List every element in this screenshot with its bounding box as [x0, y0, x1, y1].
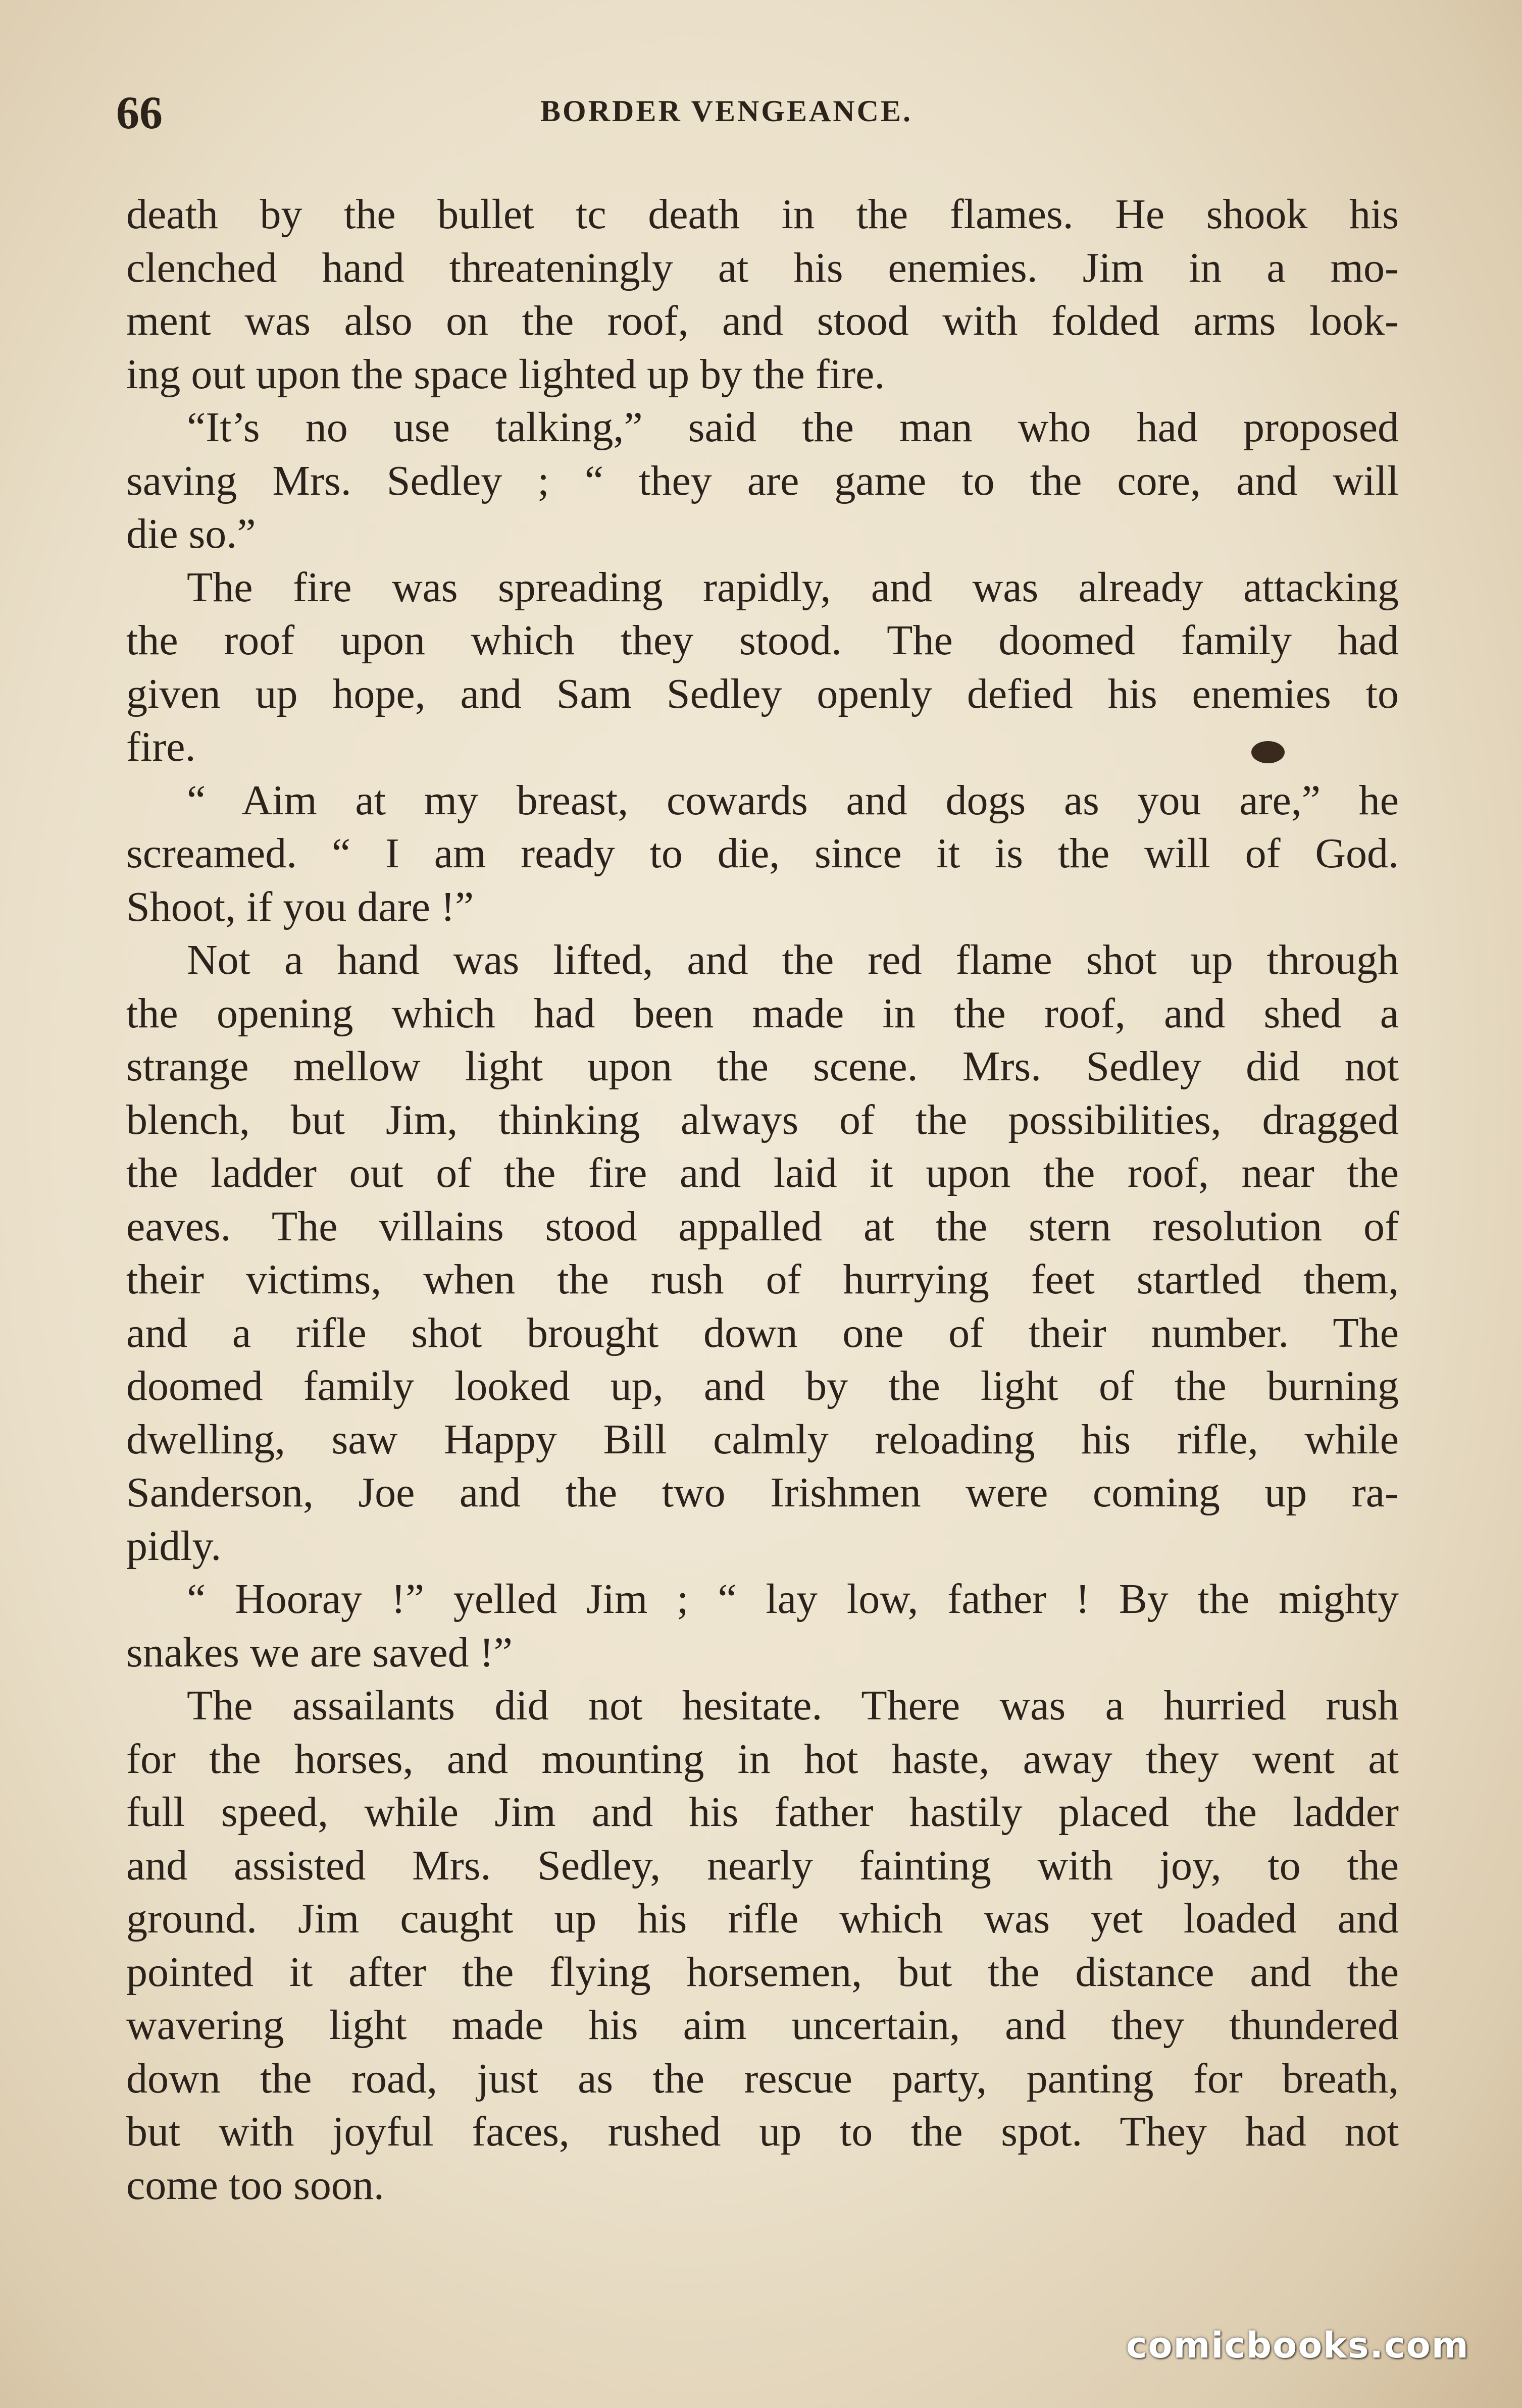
paragraph [126, 1679, 1399, 2212]
text-line: pointed it after the flying horsemen, but the distance and the [126, 1948, 1399, 1996]
text-line: and assisted Mrs. Sedley, nearly fainting with joy, to the [126, 1842, 1399, 1889]
text-line: Not a hand was lifted, and the red flame shot up through [187, 936, 1399, 983]
paragraph [126, 188, 1399, 401]
text-line: the opening which had been made in the roof, and shed a [126, 989, 1399, 1037]
text-line: dwelling, saw Happy Bill calmly reloading his rifle, while [126, 1416, 1399, 1463]
text-line: for the horses, and mounting in hot haste, away they went at [126, 1735, 1399, 1783]
text-line: doomed family looked up, and by the light of the burning [126, 1363, 1399, 1409]
text-line: and a rifle shot brought down one of their number. The [126, 1309, 1399, 1356]
text-line: blench, but Jim, thinking always of the possibilities, dragged [126, 1096, 1399, 1143]
paragraph [126, 1573, 1399, 1679]
paragraph [126, 561, 1399, 774]
text-line: wavering light made his aim uncertain, and they thundered [126, 2002, 1399, 2049]
running-head: BORDER VENGEANCE. [540, 94, 912, 128]
text-line: pidly. [126, 1522, 222, 1569]
text-line: The assailants did not hesitate. There was a hurried rush [187, 1682, 1399, 1729]
text-line: clenched hand threateningly at his enemies. Jim in a mo- [126, 244, 1399, 291]
text-line: “ Aim at my breast, cowards and dogs as you are,” he [187, 776, 1399, 824]
paragraph [126, 401, 1399, 561]
text-line: The fire was spreading rapidly, and was already attacking [187, 563, 1399, 611]
text-line: come too soon. [126, 2161, 384, 2209]
paragraph [126, 933, 1399, 1573]
text-line: saving Mrs. Sedley ; “ they are game to the core, and will [126, 457, 1399, 504]
text-line: eaves. The villains stood appalled at the stern resolution of [126, 1202, 1399, 1250]
text-line: “ Hooray !” yelled Jim ; “ lay low, father ! By the mighty [187, 1576, 1399, 1622]
text-line: down the road, just as the rescue party, panting for breath, [126, 2055, 1399, 2102]
text-line: ment was also on the roof, and stood with folded arms look- [126, 297, 1399, 344]
text-line: strange mellow light upon the scene. Mrs. Sedley did not [126, 1043, 1399, 1090]
text-line: the roof upon which they stood. The doomed family had [126, 617, 1399, 664]
text-line: given up hope, and Sam Sedley openly defied his enemies to [126, 670, 1399, 717]
ink-spot [1251, 741, 1285, 763]
text-line: “It’s no use talking,” said the man who had proposed [187, 404, 1399, 451]
text-line: ing out upon the space lighted up by the fire. [126, 350, 885, 398]
text-line: full speed, while Jim and his father hastily placed the ladder [126, 1789, 1399, 1836]
page-header [116, 86, 1399, 146]
body-text [126, 188, 1399, 2212]
text-line: screamed. “ I am ready to die, since it is the will of God. [126, 830, 1399, 877]
paragraph [126, 774, 1399, 934]
text-line: death by the bullet tc death in the flames. He shook his [126, 191, 1399, 238]
text-line: but with joyful faces, rushed up to the spot. They had not [126, 2108, 1399, 2155]
text-line: their victims, when the rush of hurrying feet startled them, [126, 1256, 1399, 1303]
page-number: 66 [116, 87, 163, 138]
text-line: snakes we are saved !” [126, 1629, 513, 1676]
text-line: fire. [126, 723, 196, 770]
text-line: ground. Jim caught up his rifle which was yet loaded and [126, 1895, 1399, 1942]
watermark: comicbooks.com [1126, 2325, 1469, 2366]
text-line: Sanderson, Joe and the two Irishmen were coming up ra- [126, 1469, 1399, 1516]
text-line: the ladder out of the fire and laid it upon the roof, near the [126, 1149, 1399, 1196]
text-line: die so.” [126, 510, 256, 557]
text-line: Shoot, if you dare !” [126, 883, 474, 930]
